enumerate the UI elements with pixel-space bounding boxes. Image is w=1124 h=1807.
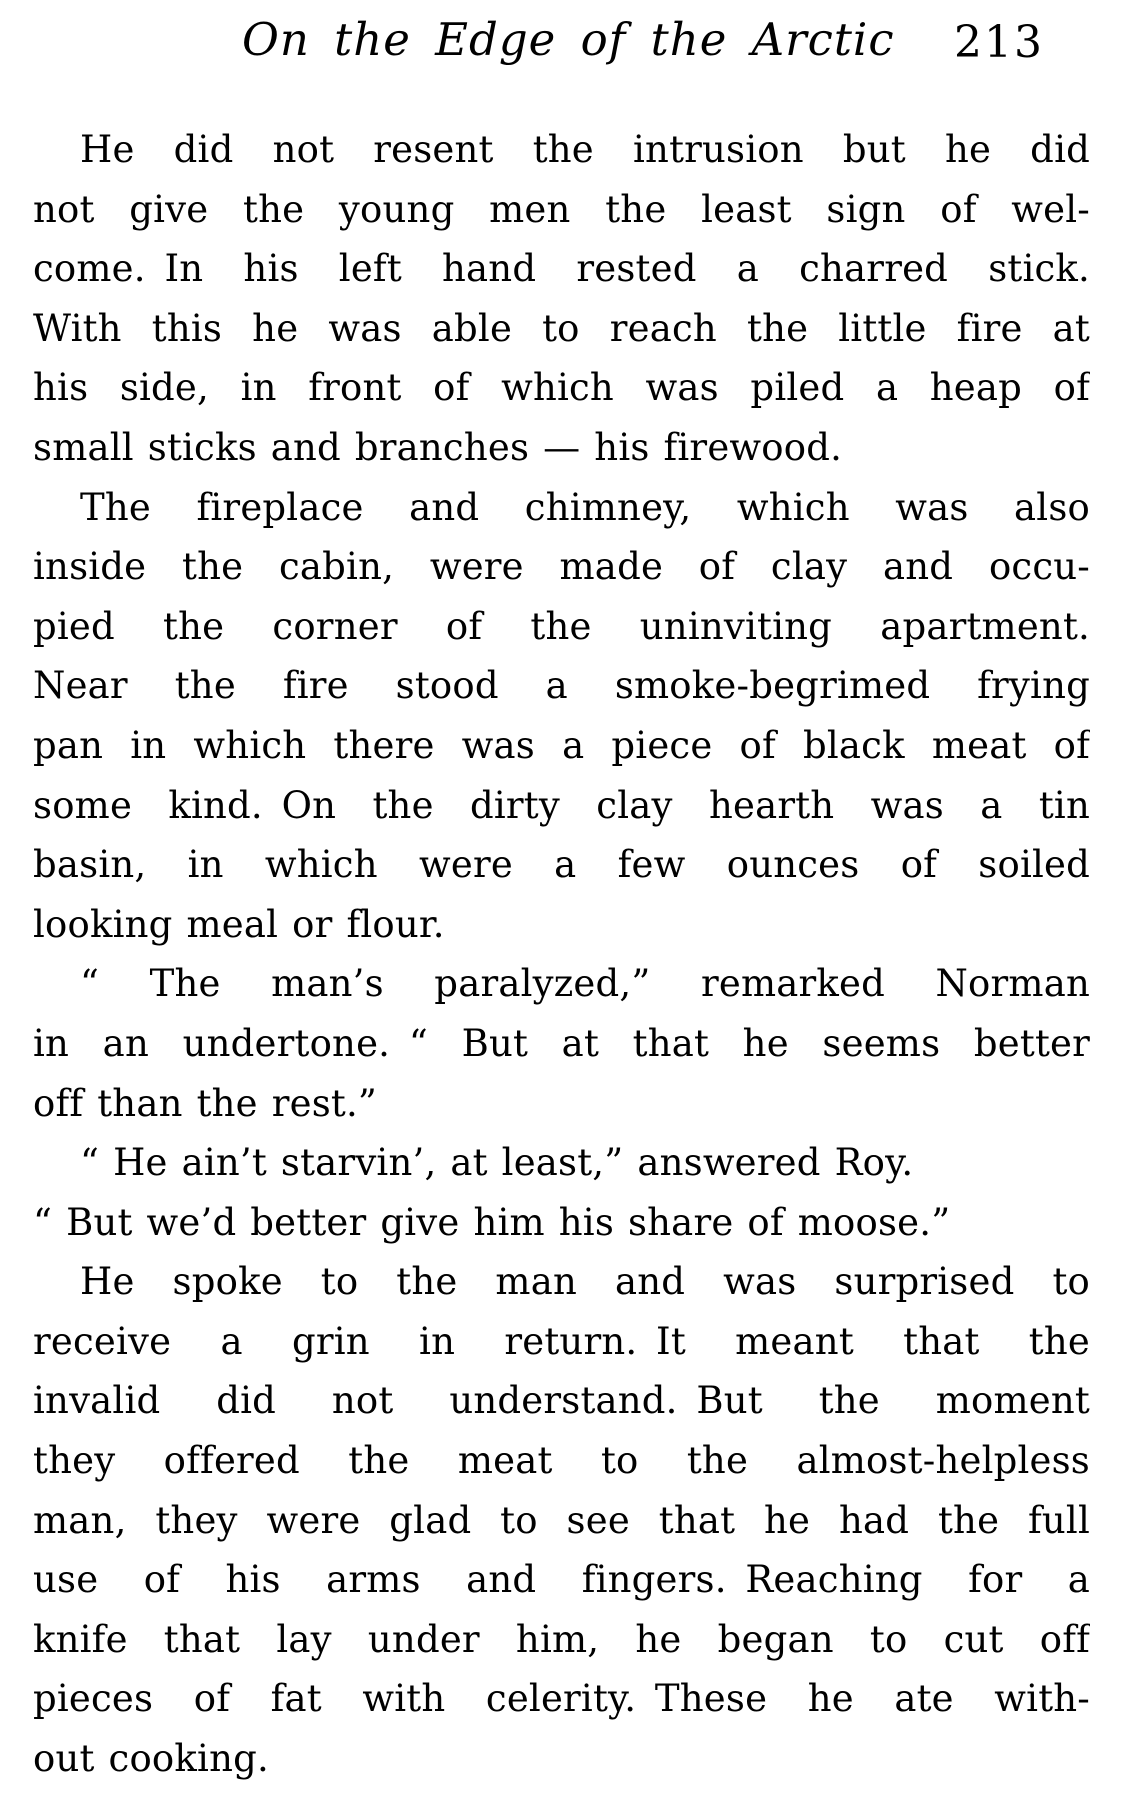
text-line: With this he was able to reach the little fire at [33, 306, 1090, 350]
text-line: looking meal or flour. [33, 902, 445, 946]
text-line: The fireplace and chimney, which was also [80, 485, 1090, 529]
text-line: man, they were glad to see that he had the full [33, 1498, 1090, 1542]
text-line: not give the young men the least sign of wel- [33, 187, 1090, 231]
text-line: receive a grin in return. It meant that the [33, 1319, 1090, 1363]
text-line: use of his arms and fingers. Reaching for a [33, 1558, 1090, 1602]
text-line: “ But we’d better give him his share of moose.” [33, 1200, 951, 1244]
running-head-title: On the Edge of the Arctic [242, 13, 895, 66]
text-line: Near the fire stood a smoke-begrimed frying [33, 664, 1090, 708]
text-line: off than the rest.” [33, 1081, 378, 1125]
text-line: come. In his left hand rested a charred stick. [33, 247, 1090, 291]
body-text [33, 120, 1090, 1789]
text-line: his side, in front of which was piled a heap of [33, 366, 1090, 410]
page-number: 213 [954, 17, 1044, 68]
text-line: out cooking. [33, 1737, 269, 1781]
text-line: “ The man’s paralyzed,” remarked Norman [80, 962, 1090, 1006]
text-line: He did not resent the intrusion but he did [80, 128, 1090, 171]
text-line: pan in which there was a piece of black meat of [33, 723, 1090, 767]
text-line: small sticks and branches — his firewood. [33, 425, 843, 469]
text-line: “ He ain’t starvin’, at least,” answered Roy. [80, 1141, 914, 1185]
page-header [0, 0, 1124, 95]
text-line: He spoke to the man and was surprised to [80, 1260, 1090, 1304]
text-line: pied the corner of the uninviting apartment. [33, 604, 1090, 648]
text-line: inside the cabin, were made of clay and occu- [33, 545, 1090, 589]
text-line: knife that lay under him, he began to cut off [33, 1617, 1090, 1661]
text-line: in an undertone. “ But at that he seems better [33, 1021, 1090, 1065]
text-line: some kind. On the dirty clay hearth was a tin [33, 783, 1090, 827]
text-line: pieces of fat with celerity. These he ate with- [33, 1677, 1090, 1721]
text-line: invalid did not understand. But the moment [33, 1379, 1090, 1423]
text-line: they offered the meat to the almost-helpless [33, 1439, 1090, 1483]
text-line: basin, in which were a few ounces of soiled [33, 843, 1090, 887]
